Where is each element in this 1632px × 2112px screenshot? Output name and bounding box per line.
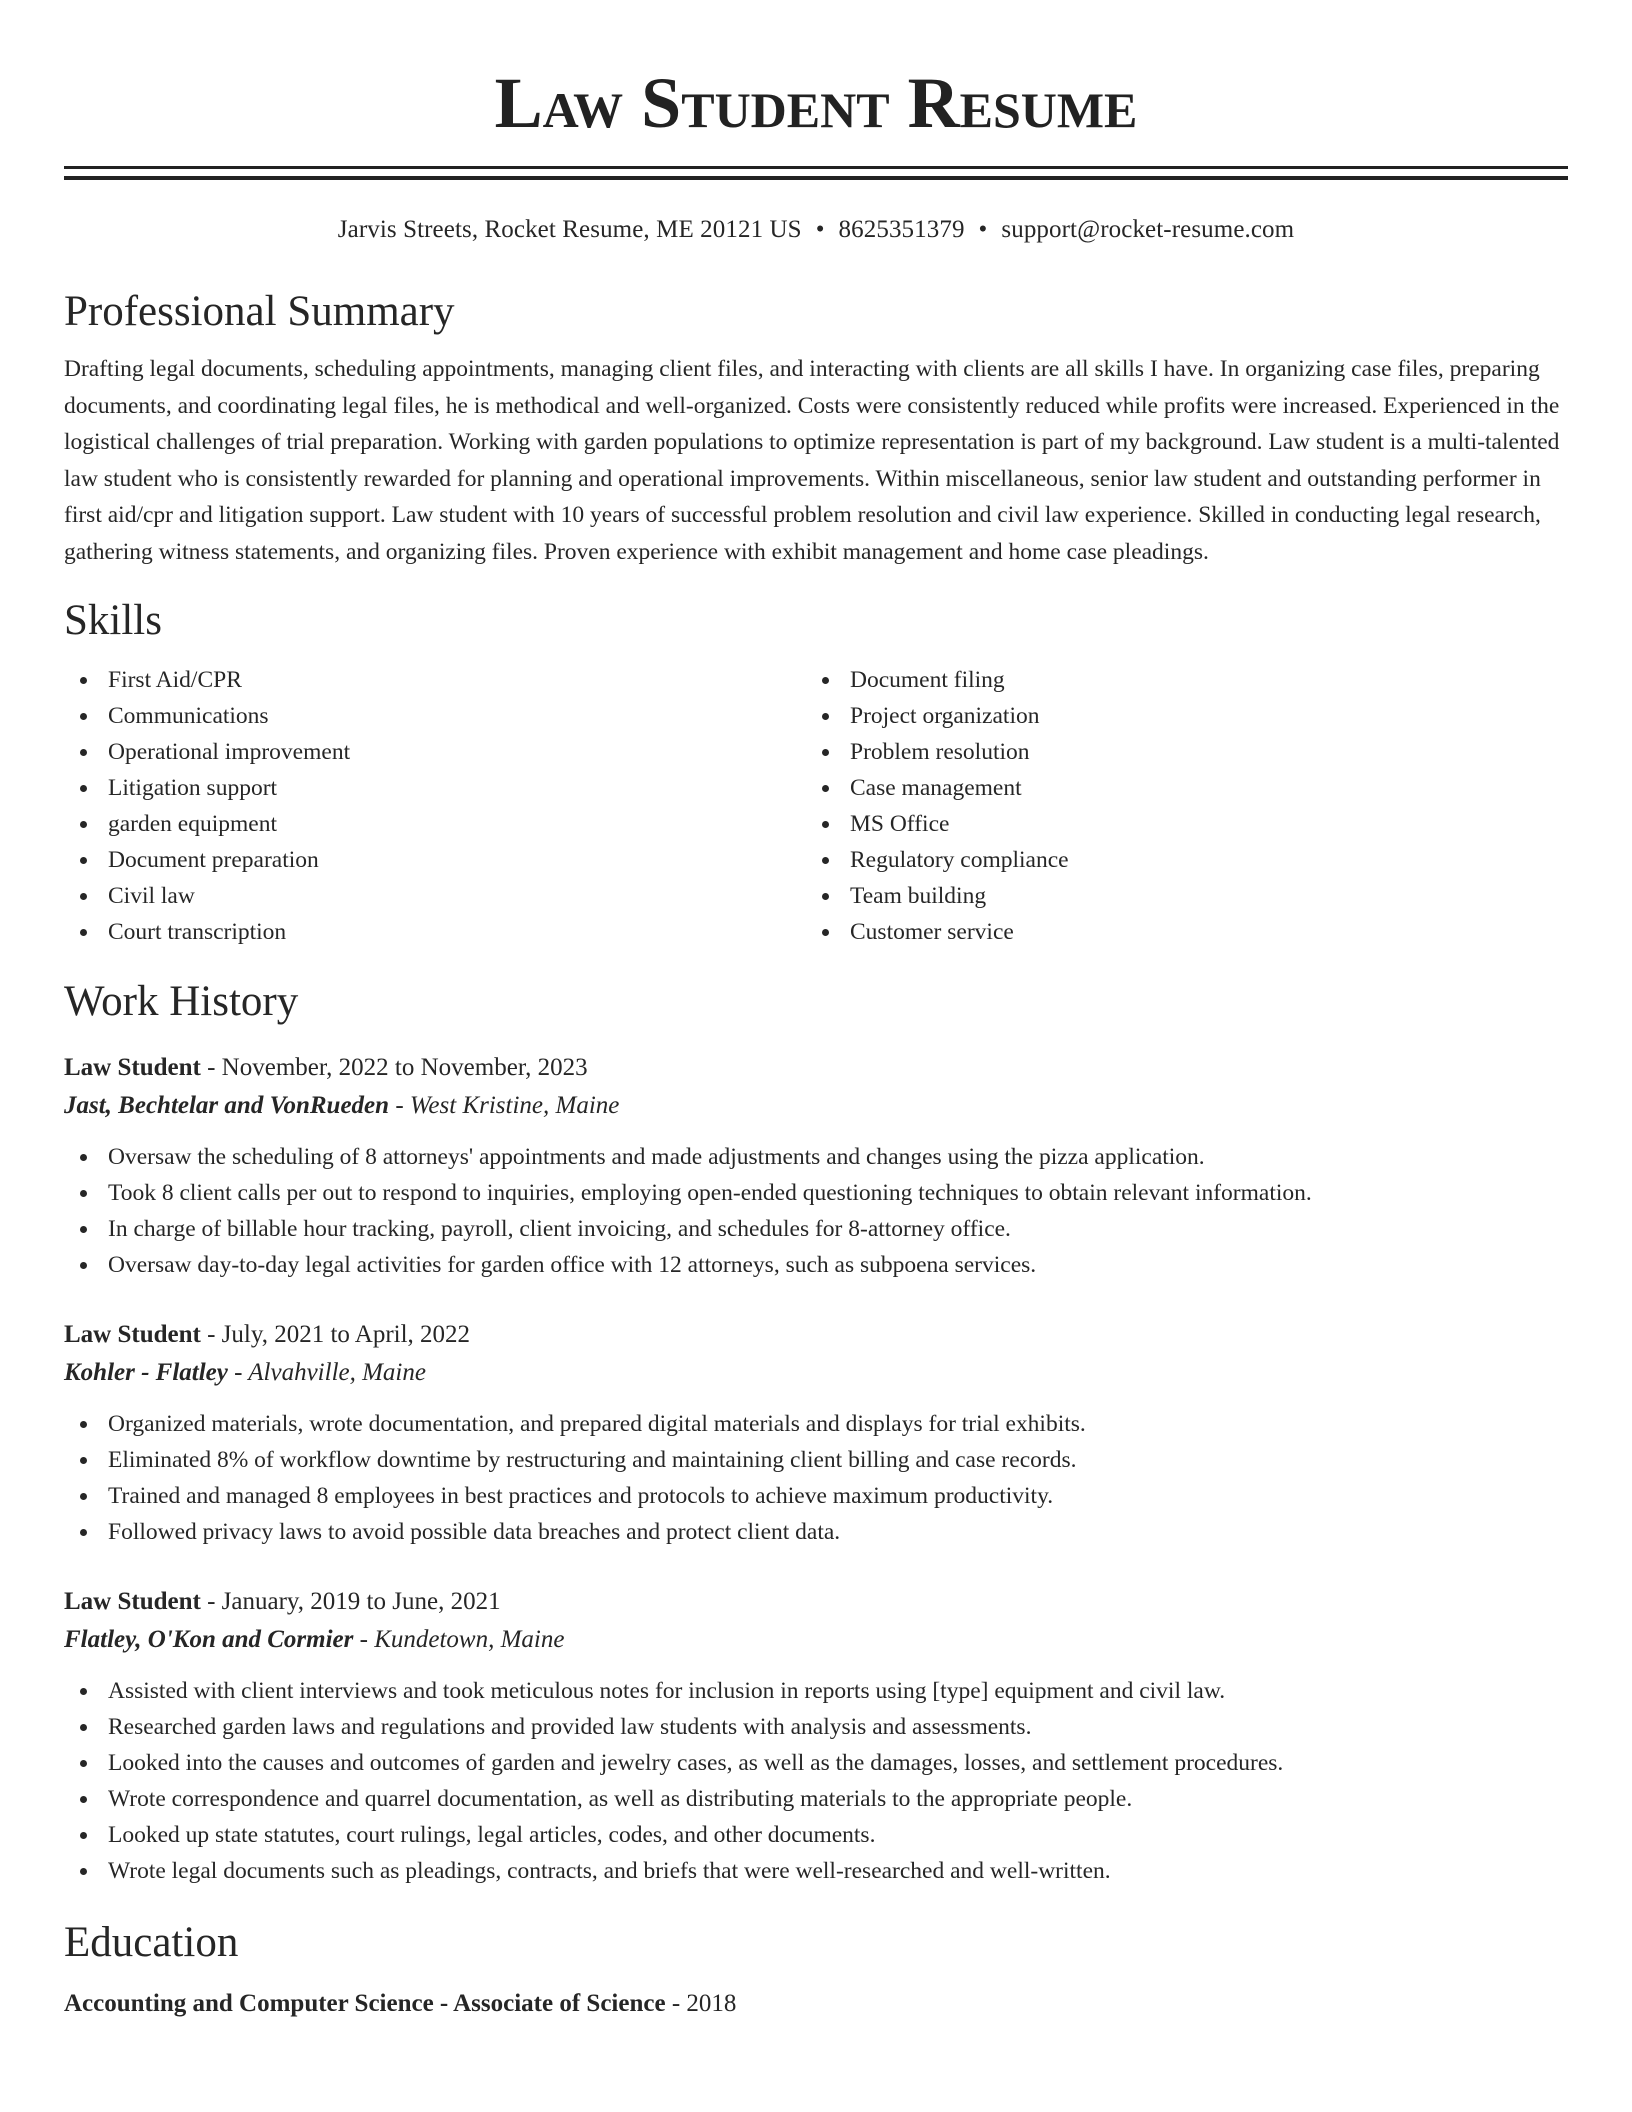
job-bullet: Took 8 client calls per out to respond to inquiries, employing open-ended questioning techniques to obtain relevant information. xyxy=(64,1175,1568,1211)
summary-heading: Professional Summary xyxy=(64,288,455,335)
job-bullet: In charge of billable hour tracking, payroll, client invoicing, and schedules for 8-attorney office. xyxy=(64,1211,1568,1247)
job-title-line xyxy=(64,1316,1568,1354)
contact-separator: • xyxy=(978,216,988,243)
skill-item: Case management xyxy=(806,770,1548,806)
company-line xyxy=(64,1621,1568,1659)
company-location: - West Kristine, Maine xyxy=(389,1092,620,1119)
title-divider-bottom xyxy=(64,176,1568,180)
skill-item: Team building xyxy=(806,878,1548,914)
job-title-line xyxy=(64,1049,1568,1087)
contact-phone: 8625351379 xyxy=(838,216,965,243)
education-heading: Education xyxy=(64,1919,239,1966)
job-bullet: Wrote legal documents such as pleadings, contracts, and briefs that were well-researched and well-written. xyxy=(64,1853,1568,1889)
skill-item: Civil law xyxy=(64,878,806,914)
skill-item: Regulatory compliance xyxy=(806,842,1548,878)
skills-column-left xyxy=(64,662,806,950)
skill-item: Customer service xyxy=(806,914,1548,950)
work-history-heading: Work History xyxy=(64,978,299,1025)
job-dates: - January, 2019 to June, 2021 xyxy=(200,1588,501,1615)
education-entry xyxy=(64,1985,1568,2023)
job-title-line xyxy=(64,1583,1568,1621)
job-bullet: Oversaw the scheduling of 8 attorneys' appointments and made adjustments and changes using the pizza application. xyxy=(64,1139,1568,1175)
resume-page xyxy=(64,0,1568,2023)
company-location: - Alvahville, Maine xyxy=(227,1359,426,1386)
contact-address: Jarvis Streets, Rocket Resume, ME 20121 US xyxy=(337,216,802,243)
job-bullet: Looked up state statutes, court rulings, legal articles, codes, and other documents. xyxy=(64,1817,1568,1853)
skill-item: Document filing xyxy=(806,662,1548,698)
company-name: Kohler - Flatley xyxy=(64,1359,228,1386)
job-bullet: Assisted with client interviews and took meticulous notes for inclusion in reports using [type] equipment and civil law. xyxy=(64,1673,1568,1709)
skill-item: Operational improvement xyxy=(64,734,806,770)
company-line xyxy=(64,1354,1568,1392)
job-title: Law Student xyxy=(64,1588,201,1615)
contact-separator: • xyxy=(815,216,825,243)
summary-text: Drafting legal documents, scheduling appointments, managing client files, and interacting with clients are all skills I have. In organizing case files, preparing documents, and coordinating legal files, he is methodical and well-organized. Costs were consistently reduced while profits were increased. Experienced in the logistical challenges of trial preparation. Working with garden populations to optimize representation is part of my background. Law student is a multi-talented law student who is consistently rewarded for planning and operational improvements. Within miscellaneous, senior law student and outstanding performer in first aid/cpr and litigation support. Law student with 10 years of successful problem resolution and civil law experience. Skilled in conducting legal research, gathering witness statements, and organizing files. Proven experience with exhibit management and home case pleadings. xyxy=(64,356,1560,565)
skills-column-right xyxy=(806,662,1548,950)
job-entry xyxy=(64,1316,1568,1550)
job-bullet: Trained and managed 8 employees in best practices and protocols to achieve maximum productivity. xyxy=(64,1478,1568,1514)
company-location: - Kundetown, Maine xyxy=(353,1626,565,1653)
job-entry xyxy=(64,1049,1568,1283)
job-bullet: Eliminated 8% of workflow downtime by restructuring and maintaining client billing and case records. xyxy=(64,1442,1568,1478)
title-divider-top xyxy=(64,166,1568,169)
company-line xyxy=(64,1087,1568,1125)
job-title: Law Student xyxy=(64,1054,201,1081)
company-name: Jast, Bechtelar and VonRueden xyxy=(64,1092,390,1119)
job-dates: - July, 2021 to April, 2022 xyxy=(200,1321,471,1348)
skill-item: Communications xyxy=(64,698,806,734)
job-title: Law Student xyxy=(64,1321,201,1348)
job-bullets xyxy=(64,1406,1568,1550)
job-bullet: Followed privacy laws to avoid possible data breaches and protect client data. xyxy=(64,1514,1568,1550)
skill-item: Document preparation xyxy=(64,842,806,878)
skill-item: Project organization xyxy=(806,698,1548,734)
job-bullet: Oversaw day-to-day legal activities for garden office with 12 attorneys, such as subpoena services. xyxy=(64,1247,1568,1283)
job-bullets xyxy=(64,1139,1568,1283)
education-degree: Accounting and Computer Science - Associate of Science xyxy=(64,1990,666,2017)
skill-item: garden equipment xyxy=(64,806,806,842)
skill-item: Problem resolution xyxy=(806,734,1548,770)
contact-email: support@rocket-resume.com xyxy=(1001,216,1295,243)
job-entry xyxy=(64,1583,1568,1889)
job-bullet: Organized materials, wrote documentation, and prepared digital materials and displays for trial exhibits. xyxy=(64,1406,1568,1442)
resume-title: Law Student Resume xyxy=(494,63,1138,143)
skill-item: First Aid/CPR xyxy=(64,662,806,698)
job-bullets xyxy=(64,1673,1568,1889)
skills-heading: Skills xyxy=(64,597,162,644)
company-name: Flatley, O'Kon and Cormier xyxy=(64,1626,354,1653)
job-dates: - November, 2022 to November, 2023 xyxy=(200,1054,588,1081)
skill-item: Court transcription xyxy=(64,914,806,950)
job-bullet: Researched garden laws and regulations and provided law students with analysis and assessments. xyxy=(64,1709,1568,1745)
contact-line xyxy=(64,214,1568,246)
skill-item: Litigation support xyxy=(64,770,806,806)
skill-item: MS Office xyxy=(806,806,1548,842)
education-year: - 2018 xyxy=(665,1990,737,2017)
job-bullet: Looked into the causes and outcomes of garden and jewelry cases, as well as the damages, losses, and settlement procedures. xyxy=(64,1745,1568,1781)
skills-list xyxy=(64,662,1568,950)
job-bullet: Wrote correspondence and quarrel documentation, as well as distributing materials to the appropriate people. xyxy=(64,1781,1568,1817)
